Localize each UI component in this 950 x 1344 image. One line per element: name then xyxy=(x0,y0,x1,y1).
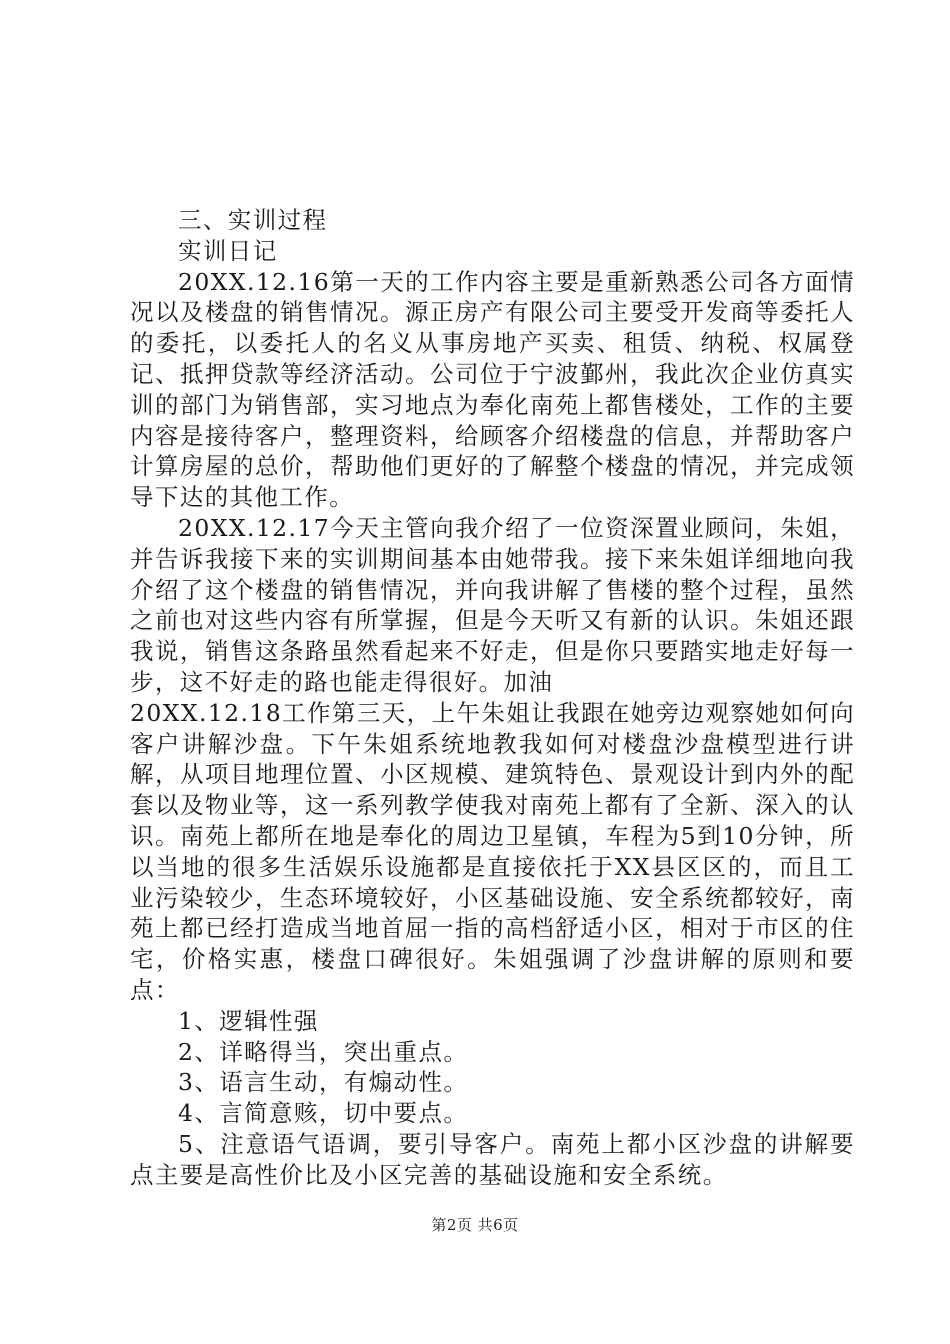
list-item: 1、逻辑性强 xyxy=(178,1006,319,1035)
list-item: 3、语言生动，有煽动性。 xyxy=(178,1068,469,1097)
subheading: 实训日记 xyxy=(178,236,278,265)
diary-entry-1: 20XX.12.16第一天的工作内容主要是重新熟悉公司各方面情况以及楼盘的销售情况。源正房产有限公司主要受开发商等委托人的委托，以委托人的名义从事房地产买卖、租赁、纳税、权属登记、抵押贷款等经济活动。公司位于宁波鄞州，我此次企业仿真实训的部门为销售部，实习地点为奉化南苑上都售楼处，工作的主要内容是接待客户，整理资料，给顾客介绍楼盘的信息，并帮助客户计算房屋的总价，帮助他们更好的了解整个楼盘的情况，并完成领导下达的其他工作。 xyxy=(130,267,855,512)
document-body xyxy=(130,205,855,1191)
list-item: 2、详略得当，突出重点。 xyxy=(178,1037,469,1066)
diary-entry-2: 20XX.12.17今天主管向我介绍了一位资深置业顾问，朱姐，并告诉我接下来的实训期间基本由她带我。接下来朱姐详细地向我介绍了这个楼盘的销售情况，并向我讲解了售楼的整个过程，虽然之前也对这些内容有所掌握，但是今天听又有新的认识。朱姐还跟我说，销售这条路虽然看起来不好走，但是你只要踏实地走好每一步，这不好走的路也能走得很好。加油 xyxy=(130,513,855,696)
section-heading: 三、实训过程 xyxy=(178,206,328,234)
list-item: 4、言简意赅，切中要点。 xyxy=(178,1099,469,1128)
list-item: 5、注意语气语调，要引导客户。南苑上都小区沙盘的讲解要点主要是高性价比及小区完善的基础设施和安全系统。 xyxy=(130,1129,855,1189)
diary-entry-3: 20XX.12.18工作第三天，上午朱姐让我跟在她旁边观察她如何向客户讲解沙盘。下午朱姐系统地教我如何对楼盘沙盘模型进行讲解，从项目地理位置、小区规模、建筑特色、景观设计到内外的配套以及物业等，这一系列教学使我对南苑上都有了全新、深入的认识。南苑上都所在地是奉化的周边卫星镇，车程为5到10分钟，所以当地的很多生活娱乐设施都是直接依托于XX县区区的，而且工业污染较少，生态环境较好，小区基础设施、安全系统都较好，南苑上都已经打造成当地首屈一指的高档舒适小区，相对于市区的住宅，价格实惠，楼盘口碑很好。朱姐强调了沙盘讲解的原则和要点： xyxy=(130,698,855,1004)
page-number-footer: 第2页 共6页 xyxy=(431,1216,519,1234)
